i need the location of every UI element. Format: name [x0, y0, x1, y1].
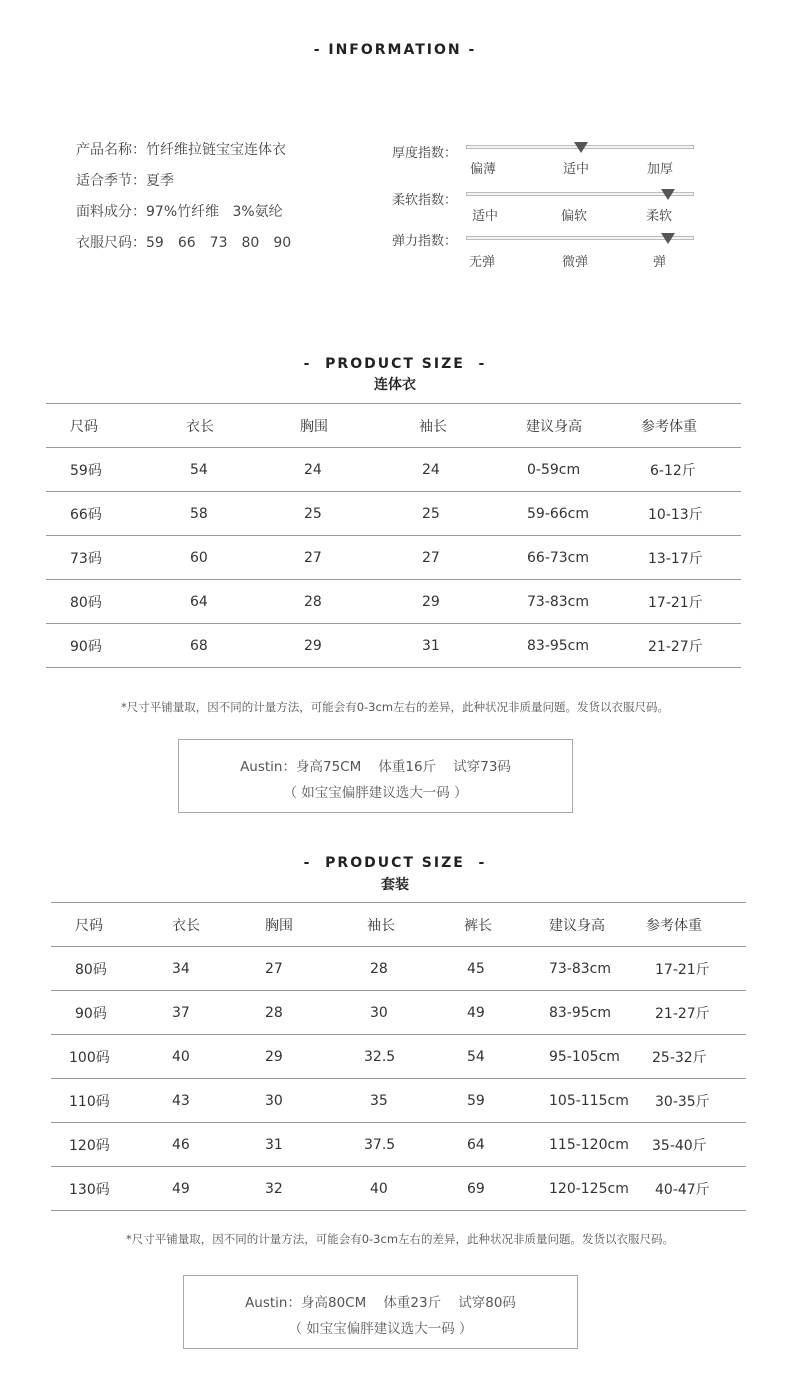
- scale-option: 无弹: [469, 255, 496, 270]
- info-row-fabric: [76, 202, 305, 233]
- table-cell: 21-27斤: [646, 991, 746, 1035]
- table-cell: 37: [151, 991, 248, 1035]
- table-cell: 0-59cm: [504, 448, 619, 492]
- scale-option: 适中: [472, 209, 499, 224]
- table-cell: 31: [394, 624, 504, 668]
- table-row: [51, 1167, 746, 1211]
- table-cell: 28: [277, 580, 394, 624]
- scale-options: [466, 205, 706, 223]
- table-cell: 120码: [51, 1123, 151, 1167]
- table-cell: 54: [447, 1035, 549, 1079]
- column-header: 参考体重: [646, 903, 746, 947]
- column-header: 袖长: [350, 903, 447, 947]
- table-cell: 13-17斤: [619, 536, 741, 580]
- table-cell: 35: [350, 1079, 447, 1123]
- column-header: 建议身高: [504, 404, 619, 448]
- product-size-heading-1: - PRODUCT SIZE -: [303, 356, 487, 372]
- table-cell: 73-83cm: [504, 580, 619, 624]
- table-row: [51, 991, 746, 1035]
- table-cell: 28: [350, 947, 447, 991]
- table-cell: 59: [447, 1079, 549, 1123]
- table-cell: 54: [162, 448, 277, 492]
- scale-option: 偏软: [561, 209, 588, 224]
- table-cell: 68: [162, 624, 277, 668]
- table-cell: 83-95cm: [549, 991, 646, 1035]
- scale-option: 弹: [653, 255, 667, 270]
- scale-label: 弹力指数：: [392, 234, 458, 249]
- table-cell: 25: [394, 492, 504, 536]
- table-cell: 45: [447, 947, 549, 991]
- info-label: 产品名称：: [76, 142, 146, 158]
- table-cell: 40: [151, 1035, 248, 1079]
- scale-track: [466, 145, 694, 149]
- table-cell: 40-47斤: [646, 1167, 746, 1211]
- table-cell: 29: [394, 580, 504, 624]
- size-table-set: [51, 902, 746, 1211]
- scale-marker: [661, 189, 675, 200]
- model-info-line: Austin：身高75CM 体重16斤 试穿73码: [240, 759, 511, 775]
- column-header: 衣长: [162, 404, 277, 448]
- scale-marker: [661, 233, 675, 244]
- size-option: 66: [177, 235, 196, 251]
- info-label: 衣服尺码：: [76, 235, 146, 251]
- table-cell: 10-13斤: [619, 492, 741, 536]
- table-cell: 31: [248, 1123, 350, 1167]
- table-header-row: [51, 903, 746, 947]
- table-cell: 46: [151, 1123, 248, 1167]
- scale-option: 柔软: [646, 209, 673, 224]
- table-cell: 17-21斤: [646, 947, 746, 991]
- table-row: [46, 492, 741, 536]
- model-advice-line: （ 如宝宝偏胖建议选大一码 ）: [283, 785, 468, 801]
- scale-option: 偏薄: [470, 162, 497, 177]
- scale-options: [466, 251, 706, 269]
- info-row-name: [76, 140, 305, 171]
- product-size-subheading-1: 连体衣: [374, 377, 416, 393]
- table-cell: 73-83cm: [549, 947, 646, 991]
- column-header: 衣长: [151, 903, 248, 947]
- table-cell: 35-40斤: [646, 1123, 746, 1167]
- table-cell: 58: [162, 492, 277, 536]
- table-cell: 17-21斤: [619, 580, 741, 624]
- table-header-row: [46, 404, 741, 448]
- table-cell: 25: [277, 492, 394, 536]
- product-size-heading-2: - PRODUCT SIZE -: [303, 855, 487, 871]
- scale-options: [466, 158, 706, 176]
- table-cell: 27: [248, 947, 350, 991]
- info-value: [146, 235, 305, 251]
- table-row: [51, 1079, 746, 1123]
- table-cell: 28: [248, 991, 350, 1035]
- scale-label: 厚度指数：: [392, 146, 458, 161]
- column-header: 参考体重: [619, 404, 741, 448]
- table-cell: 73码: [46, 536, 162, 580]
- table-row: [51, 1035, 746, 1079]
- table-cell: 30: [350, 991, 447, 1035]
- table-cell: 100码: [51, 1035, 151, 1079]
- table-cell: 120-125cm: [549, 1167, 646, 1211]
- info-value: 97%竹纤维 3%氨纶: [146, 204, 283, 220]
- info-label: 适合季节：: [76, 173, 146, 189]
- table-cell: 80码: [46, 580, 162, 624]
- size-table-romper: [46, 403, 741, 668]
- information-heading: - INFORMATION -: [313, 42, 477, 58]
- info-label: 面料成分：: [76, 204, 146, 220]
- model-info-line: Austin：身高80CM 体重23斤 试穿80码: [245, 1295, 516, 1311]
- table-row: [46, 536, 741, 580]
- table-cell: 64: [447, 1123, 549, 1167]
- scale-track: [466, 236, 694, 240]
- column-header: 尺码: [46, 404, 162, 448]
- product-info-list: [76, 140, 305, 264]
- table-cell: 27: [394, 536, 504, 580]
- table-cell: 24: [277, 448, 394, 492]
- column-header: 胸围: [277, 404, 394, 448]
- column-header: 建议身高: [549, 903, 646, 947]
- table-cell: 34: [151, 947, 248, 991]
- model-advice-line: （ 如宝宝偏胖建议选大一码 ）: [288, 1321, 473, 1337]
- table-cell: 25-32斤: [646, 1035, 746, 1079]
- model-info-box-2: [183, 1275, 578, 1349]
- table-cell: 115-120cm: [549, 1123, 646, 1167]
- table-cell: 49: [447, 991, 549, 1035]
- table-cell: 6-12斤: [619, 448, 741, 492]
- size-option: 73: [209, 235, 228, 251]
- scale-option: 加厚: [647, 162, 674, 177]
- scale-option: 微弹: [562, 255, 589, 270]
- table-row: [46, 624, 741, 668]
- info-row-season: [76, 171, 305, 202]
- table-cell: 43: [151, 1079, 248, 1123]
- table-cell: 59-66cm: [504, 492, 619, 536]
- info-value: 竹纤维拉链宝宝连体衣: [146, 142, 286, 158]
- table-cell: 80码: [51, 947, 151, 991]
- table-cell: 69: [447, 1167, 549, 1211]
- table-cell: 30: [248, 1079, 350, 1123]
- table-cell: 95-105cm: [549, 1035, 646, 1079]
- scale-option: 适中: [563, 162, 590, 177]
- table-cell: 90码: [46, 624, 162, 668]
- size-option: 90: [273, 235, 292, 251]
- table-cell: 130码: [51, 1167, 151, 1211]
- table-cell: 66-73cm: [504, 536, 619, 580]
- size-option: 59: [146, 235, 164, 251]
- table-cell: 66码: [46, 492, 162, 536]
- table-cell: 105-115cm: [549, 1079, 646, 1123]
- table-cell: 27: [277, 536, 394, 580]
- table-cell: 59码: [46, 448, 162, 492]
- table-cell: 90码: [51, 991, 151, 1035]
- table-cell: 30-35斤: [646, 1079, 746, 1123]
- table-cell: 64: [162, 580, 277, 624]
- column-header: 袖长: [394, 404, 504, 448]
- scale-label: 柔软指数：: [392, 193, 458, 208]
- table-cell: 37.5: [350, 1123, 447, 1167]
- column-header: 尺码: [51, 903, 151, 947]
- table-cell: 110码: [51, 1079, 151, 1123]
- scale-marker: [574, 142, 588, 153]
- table-cell: 49: [151, 1167, 248, 1211]
- table-cell: 32.5: [350, 1035, 447, 1079]
- table-cell: 83-95cm: [504, 624, 619, 668]
- product-size-subheading-2: 套装: [381, 877, 409, 893]
- table-cell: 60: [162, 536, 277, 580]
- column-header: 胸围: [248, 903, 350, 947]
- table-row: [46, 448, 741, 492]
- column-header: 裤长: [447, 903, 549, 947]
- table-cell: 29: [277, 624, 394, 668]
- size-option: 80: [241, 235, 260, 251]
- table-cell: 24: [394, 448, 504, 492]
- table-row: [46, 580, 741, 624]
- table-row: [51, 947, 746, 991]
- measurement-note-1: *尺寸平铺量取，因不同的计量方法，可能会有0-3cm左右的差异，此种状况非质量问题。发货以衣服尺码。: [120, 700, 670, 714]
- table-cell: 32: [248, 1167, 350, 1211]
- model-info-box-1: [178, 739, 573, 813]
- table-cell: 29: [248, 1035, 350, 1079]
- measurement-note-2: *尺寸平铺量取，因不同的计量方法，可能会有0-3cm左右的差异，此种状况非质量问题。发货以衣服尺码。: [125, 1232, 675, 1246]
- info-row-sizes: [76, 233, 305, 264]
- table-cell: 40: [350, 1167, 447, 1211]
- info-value: 夏季: [146, 173, 174, 189]
- table-row: [51, 1123, 746, 1167]
- scale-track: [466, 192, 694, 196]
- table-cell: 21-27斤: [619, 624, 741, 668]
